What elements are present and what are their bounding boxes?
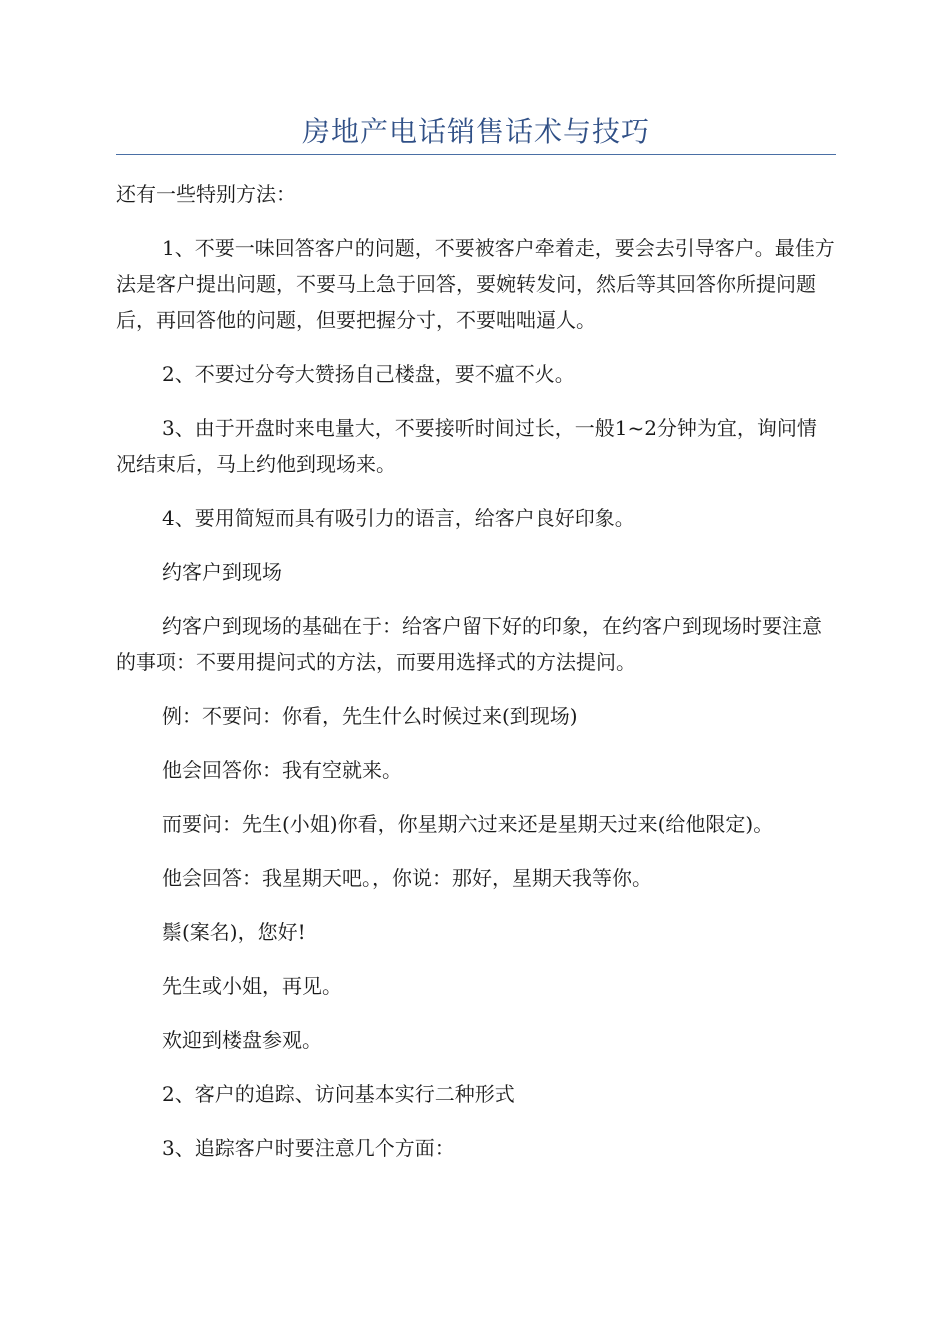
paragraph: 而要问：先生(小姐)你看，你星期六过来还是星期天过来(给他限定)。 xyxy=(162,812,774,836)
paragraph: 欢迎到楼盘参观。 xyxy=(162,1028,322,1052)
title-underline xyxy=(116,154,836,155)
paragraph: 例：不要问：你看，先生什么时候过来(到现场) xyxy=(162,704,578,728)
paragraph: 还有一些特别方法： xyxy=(116,182,296,206)
document-body xyxy=(116,176,836,1184)
paragraph: 2、不要过分夸大赞扬自己楼盘，要不瘟不火。 xyxy=(162,362,575,386)
paragraph: 他会回答你：我有空就来。 xyxy=(162,758,402,782)
paragraph: 2、客户的追踪、访问基本实行二种形式 xyxy=(162,1082,515,1106)
document-title: 房地产电话销售话术与技巧 xyxy=(301,115,650,148)
paragraph: 约客户到现场的基础在于：给客户留下好的印象，在约客户到现场时要注意的事项：不要用提问式的方法，而要用选择式的方法提问。 xyxy=(116,614,822,674)
paragraph: 4、要用简短而具有吸引力的语言，给客户良好印象。 xyxy=(162,506,635,530)
paragraph: 1、不要一味回答客户的问题，不要被客户牵着走，要会去引导客户。最佳方法是客户提出问题，不要马上急于回答，要婉转发问，然后等其回答你所提问题后，再回答他的问题，但要把握分寸，不要咄咄逼人。 xyxy=(116,236,835,332)
paragraph: 他会回答：我星期天吧。，你说：那好，星期天我等你。 xyxy=(162,866,652,890)
paragraph: 约客户到现场 xyxy=(162,560,282,584)
paragraph: 3、由于开盘时来电量大，不要接听时间过长，一般1~2分钟为宜，询问情况结束后，马上约他到现场来。 xyxy=(116,416,817,476)
paragraph: 3、追踪客户时要注意几个方面： xyxy=(162,1136,455,1160)
paragraph: 先生或小姐，再见。 xyxy=(162,974,342,998)
paragraph: 鬃(案名)，您好! xyxy=(162,920,306,944)
